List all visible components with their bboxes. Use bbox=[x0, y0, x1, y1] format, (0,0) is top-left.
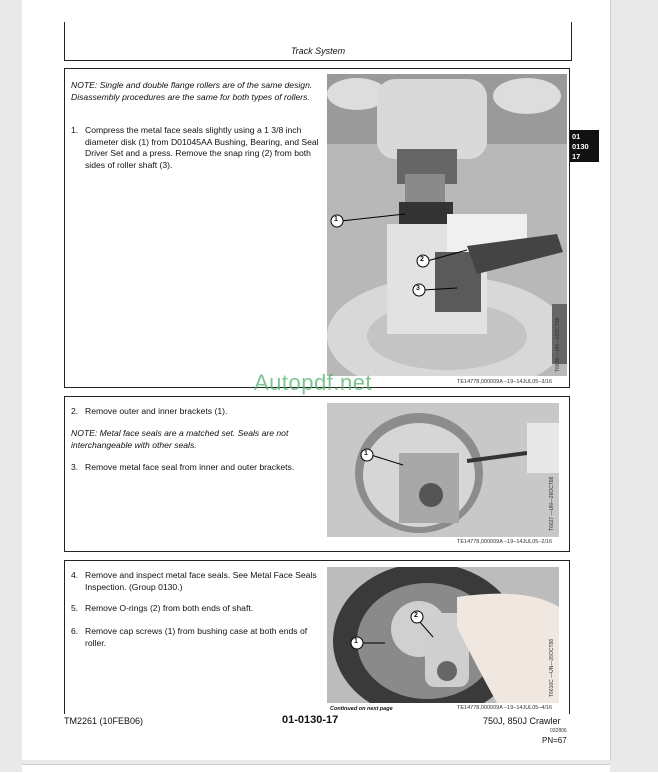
callouts bbox=[327, 403, 559, 537]
header-title: Track System bbox=[290, 46, 346, 56]
step-text: Remove outer and inner brackets (1). bbox=[85, 406, 228, 416]
footer-model: 750J, 850J Crawler bbox=[483, 716, 561, 726]
figure-code: T6627 —UN—26OCT88 bbox=[549, 476, 555, 531]
callout-1: 1 bbox=[354, 638, 358, 645]
callout-1: 1 bbox=[334, 216, 338, 223]
tab-line-1: 01 bbox=[572, 132, 581, 141]
figure-code: T6616C —UN—26OCT88 bbox=[549, 638, 555, 697]
step-1 bbox=[71, 125, 321, 171]
procedure-block-3 bbox=[64, 560, 570, 714]
step-3 bbox=[71, 462, 321, 474]
continued-note: Continued on next page bbox=[330, 706, 393, 712]
figure-code: T6628 —UN—26OCT88 bbox=[555, 317, 561, 372]
step-text: Remove cap screws (1) from bushing case at both ends of roller. bbox=[85, 626, 308, 648]
footer-page-number: 01-0130-17 bbox=[282, 714, 339, 726]
callout-1: 1 bbox=[364, 450, 368, 457]
footer-date: 032806 bbox=[550, 728, 567, 734]
footer-pn: PN=67 bbox=[542, 736, 567, 745]
step-number: 4. bbox=[71, 570, 79, 580]
step-number: 6. bbox=[71, 626, 79, 636]
photo-press-snap-ring bbox=[327, 74, 567, 376]
step-number: 2. bbox=[71, 406, 79, 416]
figure-caption: TE14778,000009A –19–14JUL05–4/16 bbox=[457, 705, 553, 711]
callouts bbox=[327, 74, 567, 376]
note-roller-design: NOTE: Single and double flange rollers are of the same design. Disassembly procedures are the same for both types of rollers. bbox=[71, 80, 313, 102]
tab-line-3: 17 bbox=[572, 152, 581, 161]
step-text: Remove O-rings (2) from both ends of shaft. bbox=[85, 603, 254, 613]
step-6 bbox=[71, 626, 321, 649]
footer-manual-id: TM2261 (10FEB06) bbox=[64, 716, 144, 726]
watermark: Autopdf.net bbox=[254, 370, 373, 395]
step-number: 5. bbox=[71, 603, 79, 613]
callout-3: 3 bbox=[416, 285, 420, 292]
step-4 bbox=[71, 570, 321, 593]
step-text: Compress the metal face seals slightly using a 1 3/8 inch diameter disk (1) from D01045AA Bushing, Bearing, and Seal Driver Set and a press. Remove the snap ring (2) from both sides of roller shaft (3). bbox=[85, 125, 319, 170]
callout-2: 2 bbox=[414, 612, 418, 619]
step-number: 1. bbox=[71, 125, 79, 135]
step-text: Remove metal face seal from inner and outer brackets. bbox=[85, 462, 295, 472]
note-matched-set: NOTE: Metal face seals are a matched set. Seals are not interchangeable with other seals. bbox=[71, 428, 289, 450]
photo-brackets bbox=[327, 403, 559, 537]
step-number: 3. bbox=[71, 462, 79, 472]
step-2 bbox=[71, 406, 321, 418]
callout-2: 2 bbox=[420, 256, 424, 263]
step-text: Remove and inspect metal face seals. See Metal Face Seals Inspection. (Group 0130.) bbox=[85, 570, 317, 592]
procedure-block-2 bbox=[64, 396, 570, 552]
page-header bbox=[64, 22, 572, 61]
procedure-block-1 bbox=[64, 68, 570, 388]
callouts bbox=[327, 567, 559, 703]
photo-cap-screws bbox=[327, 567, 559, 703]
figure-caption: TE14778,000009A –19–14JUL05–3/16 bbox=[457, 379, 553, 385]
section-tab bbox=[569, 130, 599, 162]
step-5 bbox=[71, 603, 321, 615]
figure-caption: TE14778,000009A –19–14JUL05–2/16 bbox=[457, 539, 553, 545]
tab-line-2: 0130 bbox=[572, 142, 589, 151]
